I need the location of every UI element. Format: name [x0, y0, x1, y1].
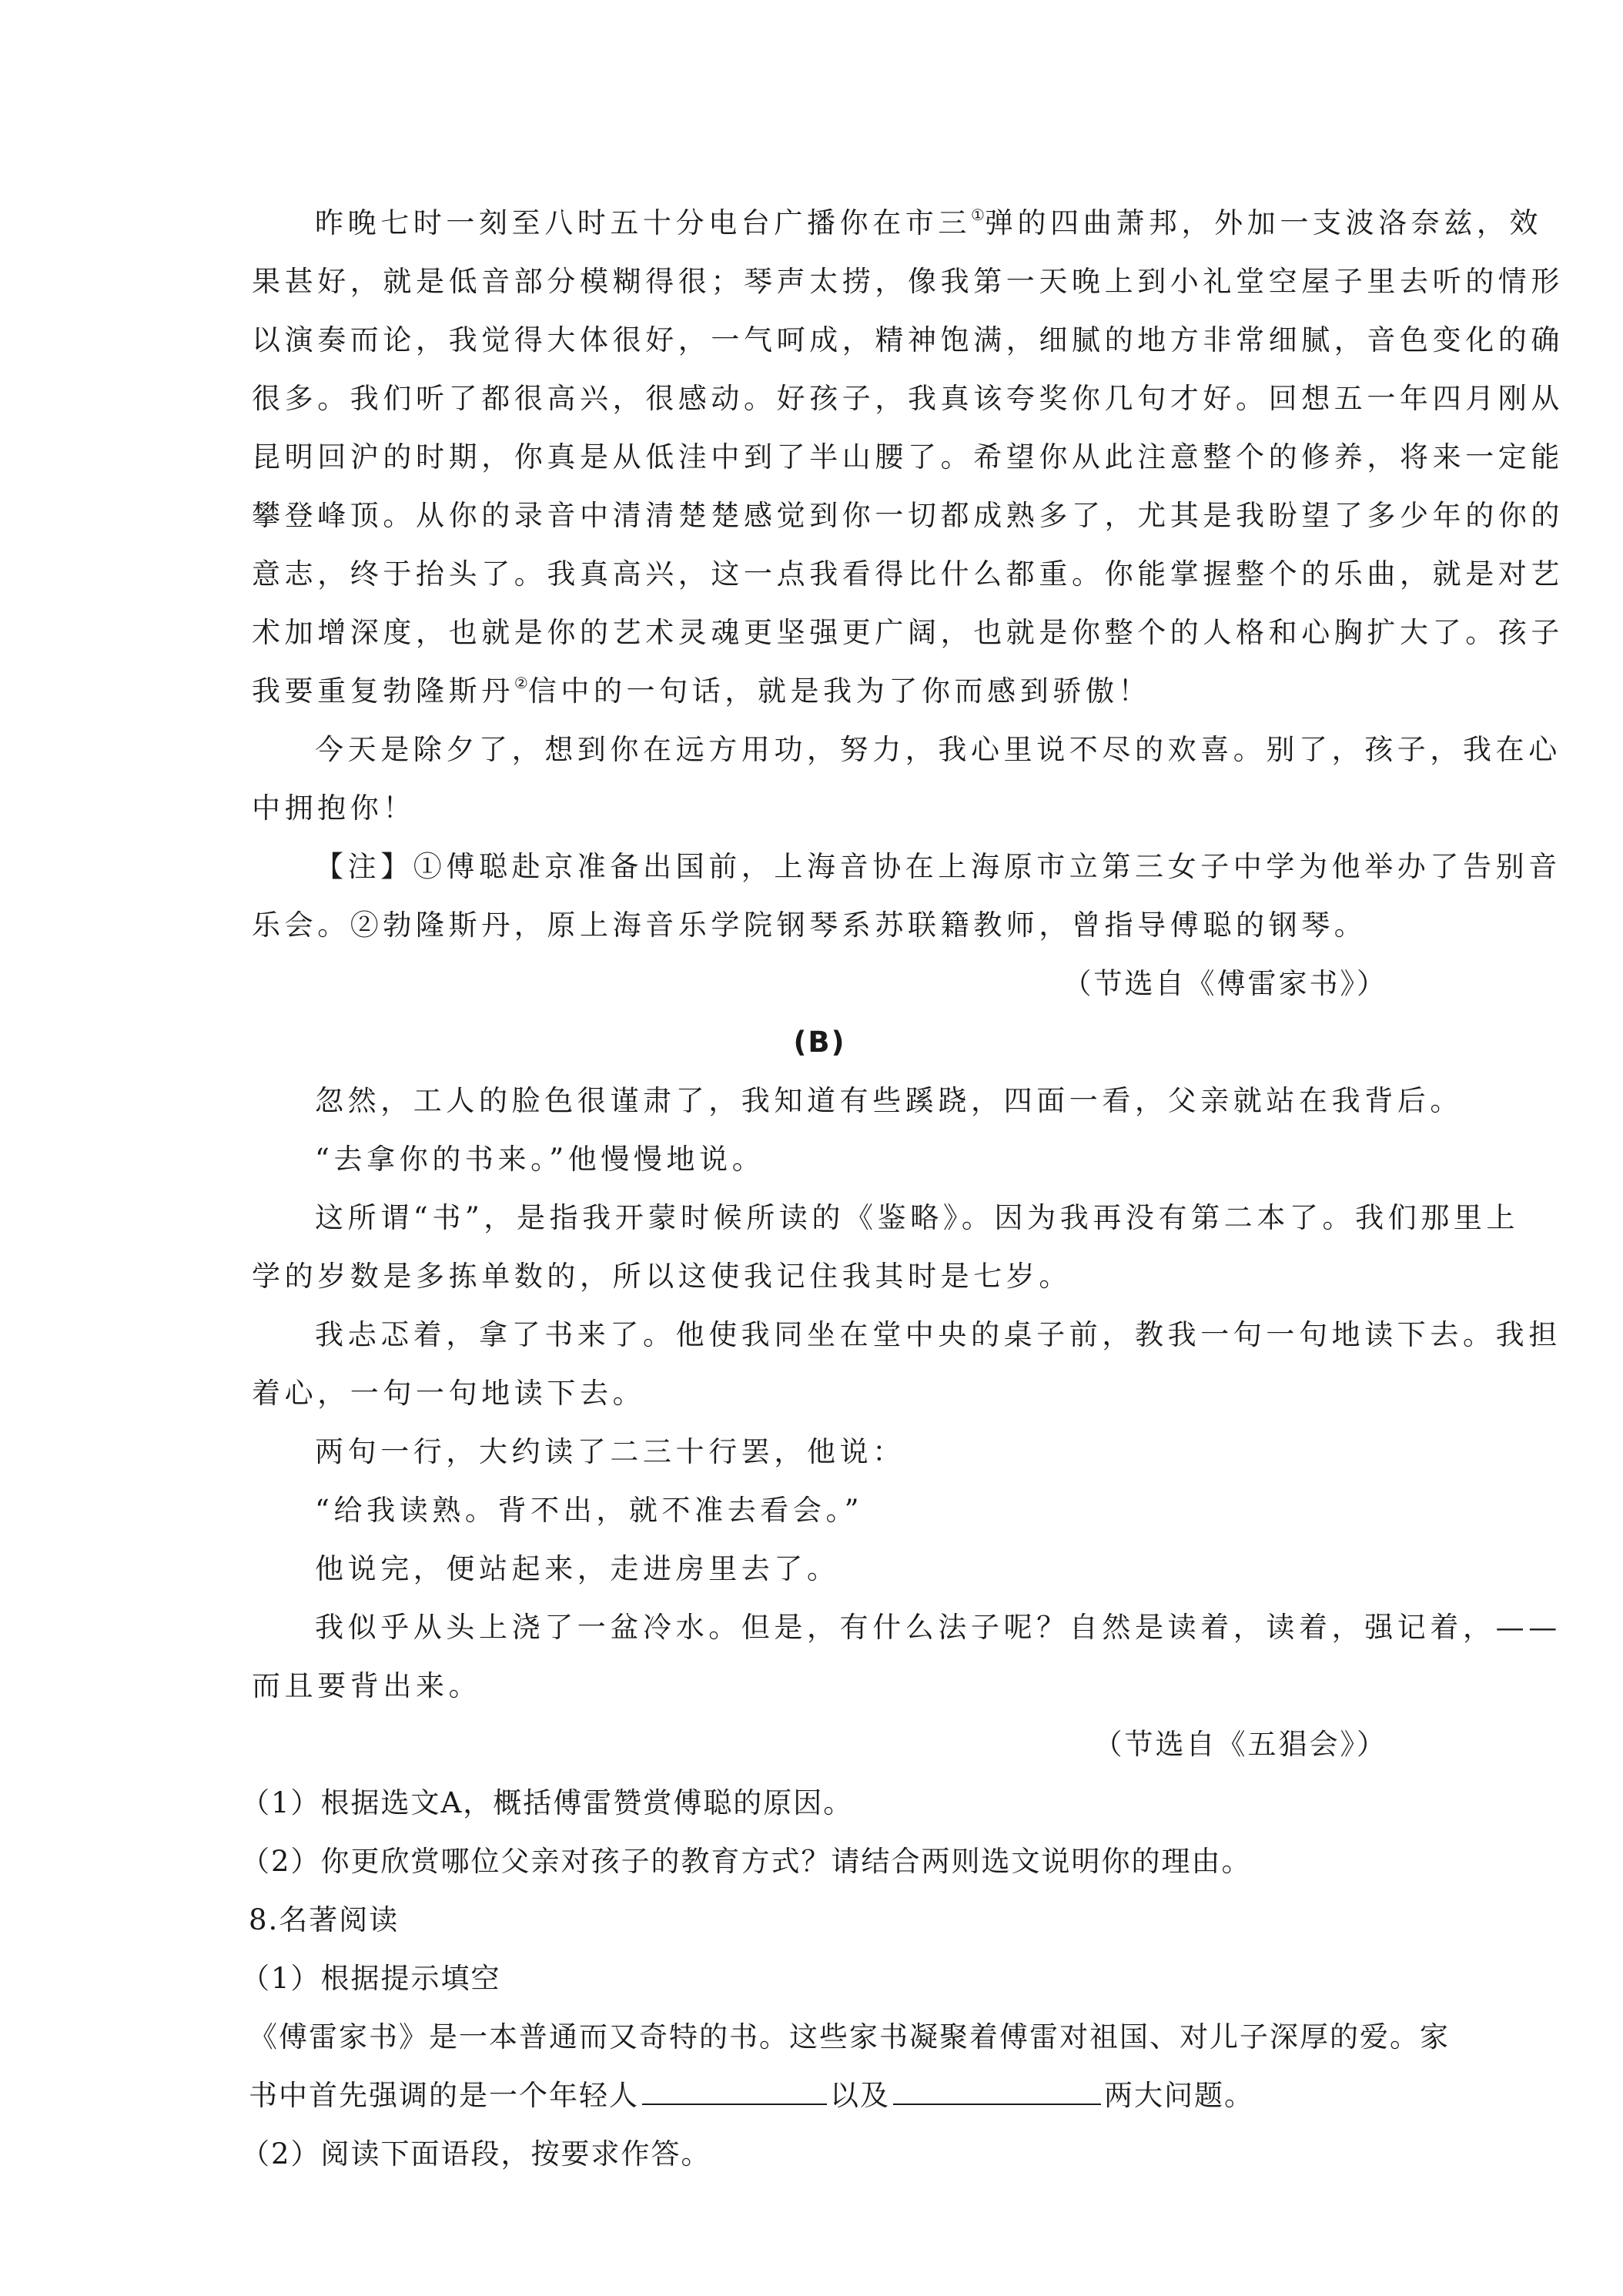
- note-line: 【注】①傅聪赴京准备出国前，上海音协在上海原市立第三女子中学为他举办了告别音: [315, 850, 1561, 883]
- question-8-1: （1）根据提示填空: [241, 1962, 501, 1995]
- section-heading: (B): [793, 1026, 846, 1059]
- question-8-text: 《傅雷家书》是一本普通而又奇特的书。这些家书凝聚着傅雷对祖国、对儿子深厚的爱。家: [249, 2020, 1450, 2053]
- note-line: 乐会。②勃隆斯丹，原上海音乐学院钢琴系苏联籍教师，曾指导傅聪的钢琴。: [252, 909, 1367, 942]
- text-span: 昨晚七时一刻至八时五十分电台广播你在市三: [315, 206, 971, 239]
- footnote-mark: ②: [514, 674, 528, 692]
- question-2: （2）你更欣赏哪位父亲对孩子的教育方式？请结合两则选文说明你的理由。: [241, 1845, 1252, 1878]
- paragraph-line: 学的岁数是多拣单数的，所以这使我记住我其时是七岁。: [252, 1260, 1072, 1293]
- paragraph-line: 我似乎从头上浇了一盆冷水。但是，有什么法子呢？自然是读着，读着，强记着，——: [315, 1611, 1561, 1644]
- paragraph-line: 这所谓“书”，是指我开蒙时候所读的《鉴略》。因为我再没有第二本了。我们那里上: [315, 1201, 1520, 1234]
- document-content: [241, 194, 1564, 2184]
- paragraph-line: 而且要背出来。: [252, 1669, 482, 1702]
- text-span: 书中首先强调的是一个年轻人: [249, 2079, 639, 2112]
- source-citation: （节选自《傅雷家书》）: [1062, 967, 1387, 1000]
- paragraph-line: 着心，一句一句地读下去。: [252, 1377, 646, 1410]
- paragraph-line: “给我读熟。背不出，就不准去看会。”: [315, 1494, 864, 1527]
- paragraph-line: 术加增深度，也就是你的艺术灵魂更坚强更广阔，也就是你整个的人格和心胸扩大了。孩子: [252, 616, 1564, 649]
- paragraph-line: 两句一行，大约读了二三十行罢，他说：: [315, 1435, 905, 1468]
- paragraph-line: 他说完，便站起来，走进房里去了。: [315, 1552, 840, 1585]
- paragraph-line: [252, 194, 1543, 253]
- paragraph-line: 以演奏而论，我觉得大体很好，一气呵成，精神饱满，细腻的地方非常细腻，音色变化的确: [252, 323, 1564, 356]
- question-1: （1）根据选文A，概括傅雷赞赏傅聪的原因。: [241, 1786, 854, 1819]
- text-span: 信中的一句话，就是我为了你而感到骄傲！: [527, 674, 1152, 708]
- paragraph-line: “去拿你的书来。”他慢慢地说。: [315, 1143, 765, 1176]
- paragraph-line: 果甚好，就是低音部分模糊得很；琴声太捞，像我第一天晚上到小礼堂空屋子里去听的情形: [252, 265, 1564, 298]
- paragraph-line: 忽然，工人的脸色很谨肃了，我知道有些蹊跷，四面一看，父亲就站在我背后。: [315, 1084, 1463, 1117]
- text-span: 以及: [830, 2079, 890, 2112]
- text-span: 我要重复勃隆斯丹: [252, 674, 514, 708]
- paragraph-line: 中拥抱你！: [252, 792, 416, 825]
- question-8-2: （2）阅读下面语段，按要求作答。: [241, 2137, 711, 2170]
- paragraph-line: 我忐忑着，拿了书来了。他使我同坐在堂中央的桌子前，教我一句一句地读下去。我担: [315, 1318, 1561, 1351]
- question-8-title: 8.名著阅读: [249, 1903, 400, 1936]
- paragraph-line: 今天是除夕了，想到你在远方用功，努力，我心里说不尽的欢喜。别了，孩子，我在心: [315, 733, 1561, 766]
- text-span: 两大问题。: [1104, 2079, 1254, 2112]
- answer-blank-2[interactable]: [893, 2077, 1101, 2105]
- paragraph-line: 攀登峰顶。从你的录音中清清楚楚感觉到你一切都成熟多了，尤其是我盼望了多少年的你的: [252, 499, 1564, 532]
- paragraph-line: 昆明回沪的时期，你真是从低洼中到了半山腰了。希望你从此注意整个的修养，将来一定能: [252, 440, 1564, 474]
- paragraph-line: [252, 662, 1387, 721]
- paragraph-line: 意志，终于抬头了。我真高兴，这一点我看得比什么都重。你能掌握整个的乐曲，就是对艺: [252, 557, 1564, 591]
- footnote-mark: ①: [971, 206, 985, 224]
- text-span: 弹的四曲萧邦，外加一支波洛奈兹，效: [984, 206, 1543, 239]
- question-8-fill-line: [249, 2067, 1387, 2125]
- answer-blank-1[interactable]: [642, 2077, 827, 2105]
- source-citation: （节选自《五猖会》）: [1093, 1728, 1387, 1761]
- paragraph-line: 很多。我们听了都很高兴，很感动。好孩子，我真该夸奖你几句才好。回想五一年四月刚从: [252, 382, 1564, 415]
